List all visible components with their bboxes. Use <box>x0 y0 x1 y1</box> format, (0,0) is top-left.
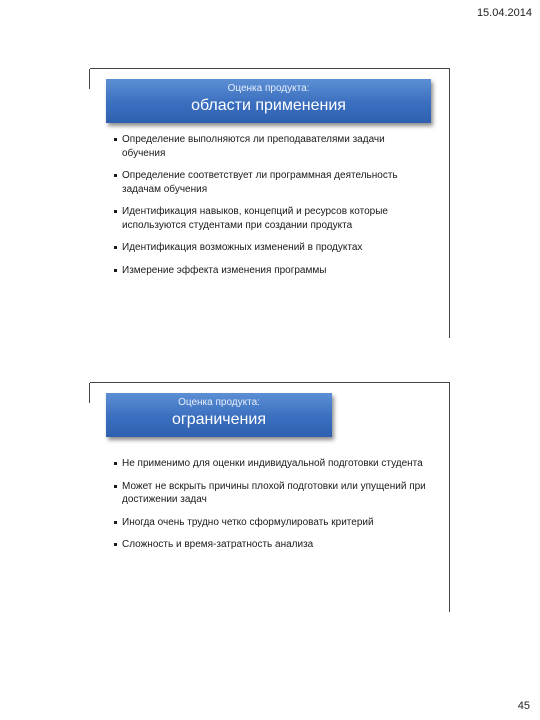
page-number: 45 <box>517 700 530 712</box>
slide-title: ограничения <box>172 411 266 428</box>
bullet-list <box>114 133 433 286</box>
slide-title-box <box>106 79 431 123</box>
slide-subtitle: Оценка продукта: <box>178 397 260 408</box>
page-date: 15.04.2014 <box>476 7 532 19</box>
slide-title-box <box>106 393 332 437</box>
slide-product-limitations <box>90 382 450 612</box>
slide-frame-corner <box>89 69 90 89</box>
bullet-item <box>114 516 433 530</box>
slide-subtitle: Оценка продукта: <box>227 83 310 94</box>
bullet-list <box>114 457 433 561</box>
bullet-item <box>114 169 433 196</box>
slide-frame-corner <box>89 383 90 403</box>
bullet-item <box>114 133 433 160</box>
bullet-text: Иногда очень трудно четко сформулировать критерий <box>122 516 374 528</box>
slide-product-application <box>90 68 450 338</box>
bullet-item <box>114 457 433 471</box>
bullet-text: Не применимо для оценки индивидуальной подготовки студента <box>122 458 423 469</box>
bullet-text: Измерение эффекта изменения программы <box>122 264 327 276</box>
bullet-text: Идентификация возможных изменений в продуктах <box>122 242 363 253</box>
bullet-text: Идентификация навыков, концепций и ресурсов которые используются студентами при создании продукта <box>122 206 388 231</box>
bullet-text: Может не вскрыть причины плохой подготовки или упущений при достижении задач <box>122 480 426 505</box>
bullet-text: Сложность и время-затратность анализа <box>122 539 314 550</box>
bullet-text: Определение выполняются ли преподавателями задачи обучения <box>122 134 385 159</box>
slide-title: области применения <box>191 97 346 114</box>
bullet-item <box>114 241 433 255</box>
bullet-item <box>114 205 433 232</box>
bullet-item <box>114 538 433 552</box>
bullet-item <box>114 480 433 507</box>
bullet-item <box>114 264 433 278</box>
bullet-text: Определение соответствует ли программная деятельность задачам обучения <box>122 170 398 195</box>
